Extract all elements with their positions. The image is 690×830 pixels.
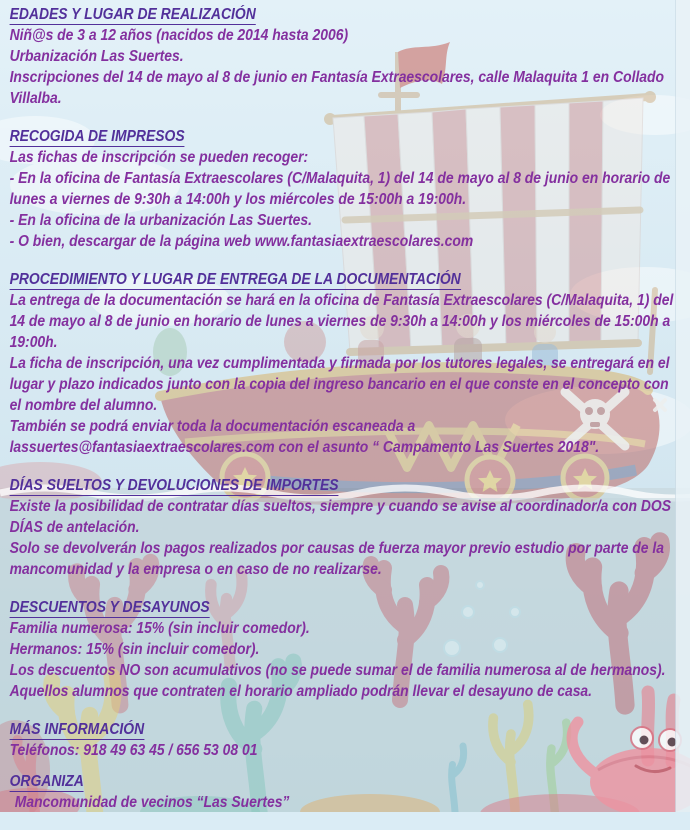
section-heading-dias-sueltos: DÍAS SUELTOS Y DEVOLUCIONES DE IMPORTES — [9, 477, 339, 494]
section-edades — [10, 4, 683, 109]
dias-sueltos-aviso: Existe la posibilidad de contratar días sueltos, siempre y cuando se avise al coordinador/a con DOS DÍAS de antelación. — [9, 498, 671, 536]
section-heading-procedimiento: PROCEDIMIENTO Y LUGAR DE ENTREGA DE LA DOCUMENTACIÓN — [9, 271, 461, 288]
descuentos-no-acumulativos: Los descuentos NO son acumulativos (no se puede sumar el de familia numerosa al de hermanos). — [9, 662, 666, 679]
descuentos-desayuno: Aquellos alumnos que contraten el horario ampliado podrán llevar el desayuno de casa. — [9, 683, 593, 700]
section-heading-descuentos: DESCUENTOS Y DESAYUNOS — [9, 599, 210, 616]
edades-line-inscripciones: Inscripciones del 14 de mayo al 8 de junio en Fantasía Extraescolares, calle Malaquita 1 en Collado Villalba. — [9, 69, 665, 107]
section-organiza — [10, 771, 683, 813]
procedimiento-entrega: La entrega de la documentación se hará en la oficina de Fantasía Extraescolares (C/Malaquita, 1) del 14 de mayo al 8 de junio en horario de lunes a viernes de 9:30h a 14:00h y los miércoles de 15:00h a 19:00h. — [9, 292, 674, 351]
organiza-mancomunidad: Mancomunidad de vecinos “Las Suertes” — [14, 794, 290, 811]
recogida-intro: Las fichas de inscripción se pueden recoger: — [9, 149, 309, 166]
section-descuentos — [10, 597, 683, 702]
dias-sueltos-devoluciones: Solo se devolverán los pagos realizados por causas de fuerza mayor previo estudio por parte de la mancomunidad y la empresa o en caso de no realizarse. — [9, 540, 665, 578]
recogida-bullet-web: - O bien, descargar de la página web www.fantasiaextraescolares.com — [9, 233, 474, 250]
section-dias-sueltos — [10, 475, 683, 580]
procedimiento-email: También se podrá enviar toda la documentación escaneada a lassuertes@fantasiaextraescolares.com con el asunto “ Campamento Las Suertes 2018". — [9, 418, 600, 456]
procedimiento-ficha: La ficha de inscripción, una vez cumplimentada y firmada por los tutores legales, se entregará en el lugar y plazo indicados junto con la copia del ingreso bancario en el que conste en el concepto con el nombre del alumno. — [9, 355, 670, 414]
edades-line-lugar: Urbanización Las Suertes. — [9, 48, 184, 65]
section-recogida — [10, 126, 683, 252]
telefonos: Teléfonos: 918 49 63 45 / 656 53 08 01 — [9, 742, 258, 759]
recogida-bullet-oficina-fantasia: - En la oficina de Fantasía Extraescolares (C/Malaquita, 1) del 14 de mayo al 8 de junio en horario de lunes a viernes de 9:30h a 14:00h y los miércoles de 15:00h a 19:00h. — [9, 170, 671, 208]
section-heading-edades: EDADES Y LUGAR DE REALIZACIÓN — [9, 6, 256, 23]
section-heading-mas-informacion: MÁS INFORMACIÓN — [9, 721, 145, 738]
edades-line-ages: Niñ@s de 3 a 12 años (nacidos de 2014 hasta 2006) — [9, 27, 349, 44]
section-procedimiento — [10, 269, 683, 458]
descuentos-hermanos: Hermanos: 15% (sin incluir comedor). — [9, 641, 260, 658]
section-mas-informacion — [10, 719, 683, 761]
section-heading-organiza: ORGANIZA — [9, 773, 84, 790]
descuentos-familia-numerosa: Familia numerosa: 15% (sin incluir comedor). — [9, 620, 310, 637]
section-heading-recogida: RECOGIDA DE IMPRESOS — [9, 128, 185, 145]
recogida-bullet-oficina-urbanizacion: - En la oficina de la urbanización Las Suertes. — [9, 212, 313, 229]
